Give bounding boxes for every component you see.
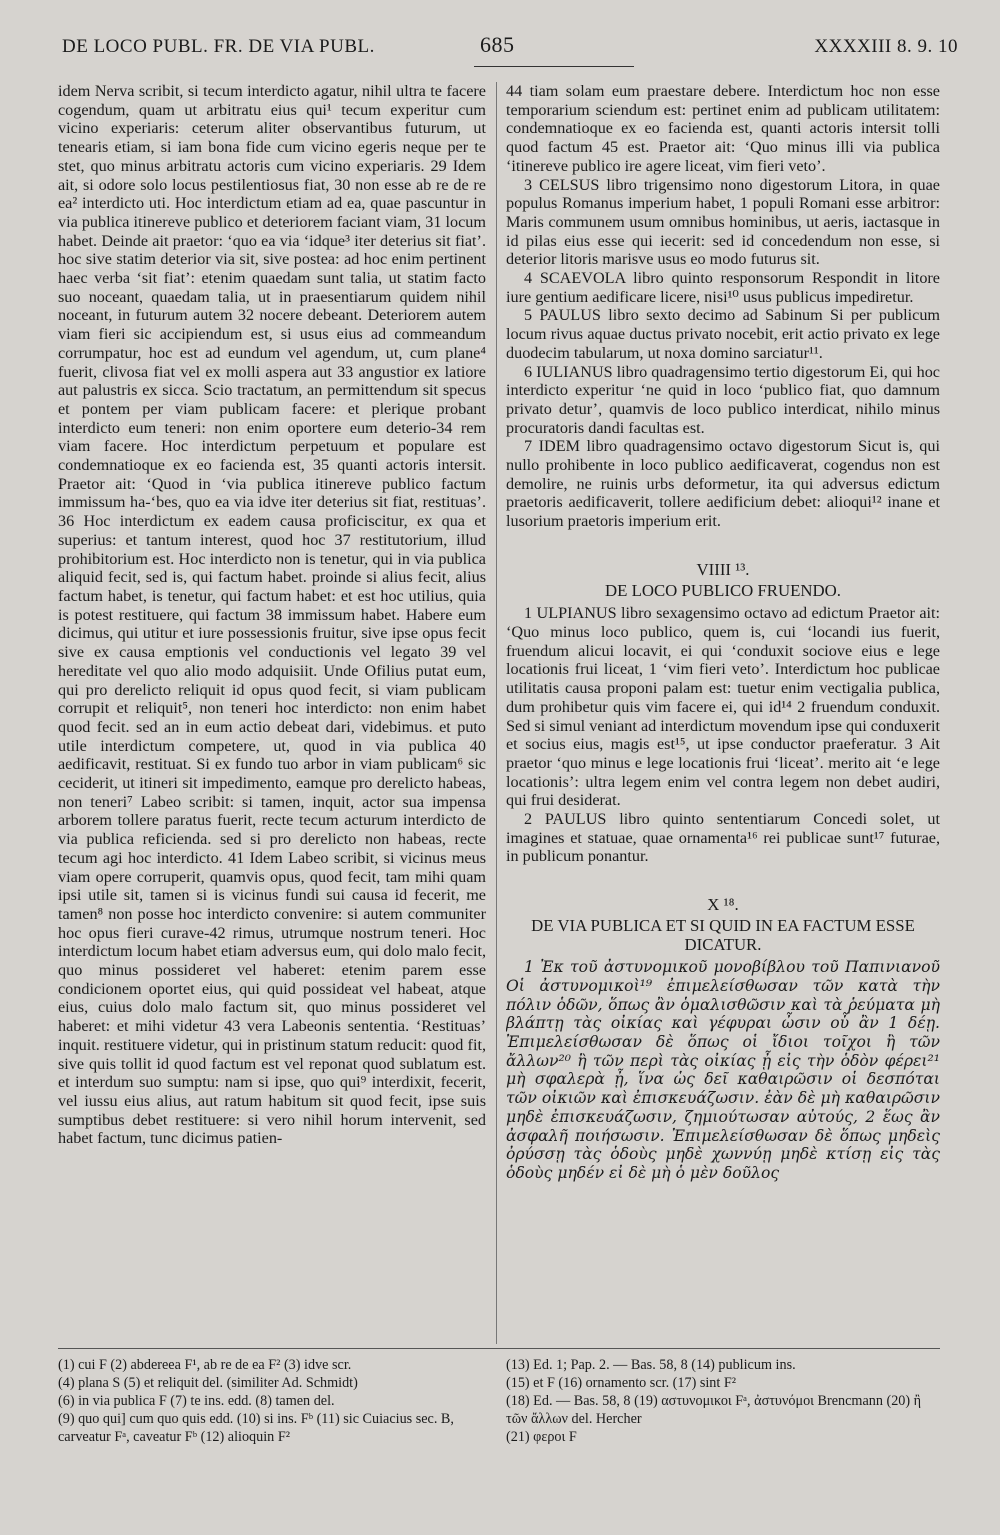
header-right-reference: XXXXIII 8. 9. 10 bbox=[814, 36, 958, 57]
paragraph-scaevola: 4 SCAEVOLA libro quinto responsorum Respondit in litore iure gentium aedificare licere, nisi¹⁰ usus publicus impediretur. bbox=[506, 269, 940, 306]
header-left-title: DE LOCO PUBL. FR. DE VIA PUBL. bbox=[62, 36, 375, 57]
running-header bbox=[62, 32, 958, 66]
section-title-de-via-publica: DE VIA PUBLICA ET SI QUID IN EA FACTUM ESSE DICATUR. bbox=[531, 915, 915, 954]
footnote-line: (15) et F (16) ornamento scr. (17) sint F² bbox=[506, 1375, 737, 1391]
left-column bbox=[58, 82, 486, 1344]
paragraph-44: 44 tiam solam eum praestare debere. Interdictum hoc non esse temporarium sciendum est: pertinet enim ad publicam utilitatem: condemnatioque ex eo facienda est, quanti actoris intersit tolli quod factum 45 est. Praetor ait: ‘Quo minus illi via publica ‘itinereve publico ire agere liceat, vim fieri veto’. bbox=[506, 82, 940, 175]
paragraph-ulpianus: 1 ULPIANUS libro sexagensimo octavo ad edictum Praetor ait: ‘Quo minus loco publico, quem is, cui ‘locandi ius fuerit, fruendum alicui locavit, ei qui ‘conduxit sociove eius e lege locationis frui liceat, 1 ‘vim fieri veto’. Interdictum hoc publicae utilitatis causa proponi palam est: tuetur enim vectigalia publica, dum prohibetur quis vim facere ei, qui id¹⁴ 2 fruendum conduxit. Sed si simul veniant ad interdictum movendum ipse qui conduxerit et socius eius, magis est¹⁵, ut ipse conductor praeferatur. 3 Ait praetor ‘quo minus e lege locationis frui ‘liceat’. merito ait ‘e lege locationis’: ultra legem enim vel contra legem non debet audiri, qui frui desiderat. bbox=[506, 604, 940, 810]
footnote-rule bbox=[58, 1348, 940, 1349]
column-divider bbox=[496, 82, 497, 1344]
left-column-text: idem Nerva scribit, si tecum interdicto agatur, nihil ultra te facere cogendum, quam ut arbitratu eius qui¹ tecum experitur cum vicino experiaris: ceterum aliter observantibus futurum, ut tenearis etiam, si iam bona fide cum vicino egeris neque per te stet, quo minus arbitratu actoris cum vicino experiaris. 29 Idem ait, si odore solo locus pestilentiosus fiat, 30 non esse ab re de re ea² interdicto uti. Hoc interdictum etiam ad ea, quae pascuntur in via publica itinereve publico et deteriorem faciant viam, 31 locum habet. Deinde ait praetor: ‘quo ea via ‘idque³ iter deterius sit fiat’. hoc sive statim deterior via sit, sive postea: ad hoc enim pertinent haec verba ‘sit fiat’: etenim quaedam sunt talia, ut statim facto suo noceant, quaedam talia, ut in praesentiarum quidem nihil noceant, in futurum autem 32 nocere debeant. Deteriorem autem viam fieri sic accipiendum est, si usus eius ad commeandum corrumpatur, hoc est ad eundum vel agendum, ut, cum plane⁴ fuerit, clivosa fiat vel ex molli aspera aut 33 angustior ex latiore aut palustris ex sicca. Scio tractatum, an permittendum sit specus et pontem per viam publicam facere: et plerique probant interdicto eum teneri: non enim oportere eum deterio-34 rem viam facere. Hoc interdictum perpetuum et populare est condemnatioque ex eo facienda est, 35 quanti actoris intersit. Praetor ait: ‘Quod in ‘via publica itinereve publico factum immissum ha-‘bes, quo ea via idve iter deterius sit fiat, restituas’. 36 Hoc interdictum ex eadem causa proficiscitur, ex qua et superius: et tantum interest, quod hoc 37 restitutorium, illud prohibitorium est. Hoc interdicto non is tenetur, qui in via publica aliquid fecit, sed is, qui factum habet. proinde si alius fecit, alius factum habet, is tenetur, qui factum habet: et est hoc utilius, quia is potest restituere, qui factum 38 immissum habet. Habere eum dicimus, qui utitur et iure possessionis fruitur, sive ipse opus fecit sive ex causa emptionis vel conductionis vel legato 39 vel hereditate vel quo alio modo adquisiit. Unde Ofilius putat eum, qui pro derelicto reliquit id opus quod fecit, si viam publicam corrupit et reliquit⁵, non teneri hoc interdicto: non enim habet quod fecit. sed an in eum actio debeat dari, videbimus. et puto utile interdictum competere, ut, quod in via publica 40 aedificavit, restituat. Si ex fundo tuo arbor in viam publicam⁶ sic ceciderit, ut itineri sit impedimento, eamque pro derelicto habeas, non teneri⁷ Labeo scribit: si tamen, inquit, actor sua impensa arborem tollere paratus fuerit, recte tecum acturum interdicto de via publica reficienda. sed si pro derelicto non habeas, recte tecum agi hoc interdicto. 41 Idem Labeo scribit, si vicinus meus viam opere corruperit, quamvis opus, quod fecit, tam mihi quam ipsi utile sit, tamen si is vicinus fundi sui causa id fecerit, me tamen⁸ non posse hoc interdicto convenire: si autem communiter hoc opus fieri curave-42 rimus, utrumque nostrum teneri. Hoc interdictum locum habet etiam adversus eum, qui dolo malo fecit, quo minus possideret vel haberet: etenim parem esse condicionem oportet eius, qui quid possideat vel habeat, atque eius, cuius dolo malo factum sit, quo minus possideret vel haberet: et mihi videtur 43 vera Labeonis sententia. ‘Restituas’ inquit. restituere videtur, qui in pristinum statum reducit: quod fit, sive quis tollit id quod factum est vel reponat quod sublatum est. et interdum suo sumptu: nam si ipse, quo qui⁹ interdixit, fecerit, vel iussu eius alius, aut ratum habitum sit quod fecit, ipse suis sumptibus debet restituere: si vero nihil horum intervenit, sed habet factum, tunc dicimus patien- bbox=[58, 82, 486, 1148]
paragraph-greek-papinian: 1 Ἐκ τοῦ ἀστυνομικοῦ μονοβίβλου τοῦ Παπινιανοῦ Οἱ ἀστυνομικοὶ¹⁹ ἐπιμελείσθωσαν τῶν κατὰ τὴν πόλιν ὁδῶν, ὅπως ἂν ὁμαλισθῶσιν καὶ τὰ ῥεύματα μὴ βλάπτῃ τὰς οἰκίας καὶ γέφυραι ὦσιν οὗ ἂν 1 δέῃ. Ἐπιμελείσθωσαν δὲ ὅπως οἱ ἴδιοι τοῖχοι ἢ τῶν ἄλλων²⁰ ἢ τῶν περὶ τὰς οἰκίας ᾖ εἰς τὴν ὁδὸν φέρει²¹ μὴ σφαλερὰ ᾖ, ἵνα ὡς δεῖ καθαιρῶσιν οἱ δεσπόται τῶν οἰκιῶν καὶ ἐπισκευάζωσιν. ἐὰν δὲ μὴ καθαιρῶσιν μηδὲ ἐπισκευάζωσιν, ζημιούτωσαν αὐτούς, 2 ἕως ἂν ἀσφαλῆ ποιήσωσιν. Ἐπιμελείσθωσαν δὲ ὅπως μηδεὶς ὀρύσσῃ τὰς ὁδοὺς μηδὲ χωννύῃ μηδὲ κτίσῃ εἰς τὰς ὁδοὺς μηδέν εἰ δὲ μὴ ὁ μὲν δοῦλος bbox=[506, 958, 940, 1182]
footnote-line: (13) Ed. 1; Pap. 2. — Bas. 58, 8 (14) publicum ins. bbox=[506, 1357, 796, 1373]
footnotes-left bbox=[58, 1356, 486, 1526]
footnote-line: (4) plana S (5) et reliquit del. (similiter Ad. Schmidt) bbox=[58, 1375, 358, 1391]
footnote-line: (18) Ed. — Bas. 58, 8 (19) αστυνομικοι Fᵃ, ἀστυνόμοι Brencmann (20) ἢ τῶν ἄλλων del. Hercher bbox=[506, 1393, 922, 1427]
section-number-viiii: VIIII ¹³. bbox=[696, 559, 750, 579]
footnote-line: (6) in via publica F (7) te ins. edd. (8) tamen del. bbox=[58, 1393, 335, 1409]
footnote-line: (9) quo qui] cum quo quis edd. (10) si ins. Fᵇ (11) sic Cuiacius sec. B, carveatur Fᵃ, caveatur Fᵇ (12) alioquin F² bbox=[58, 1411, 454, 1445]
paragraph-paulus-sententiarum: 2 PAULUS libro quinto sententiarum Concedi solet, ut imagines et statuae, quae ornamenta¹⁶ rei publicae sunt¹⁷ futurae, in publicum ponantur. bbox=[506, 810, 940, 866]
page-number: 685 bbox=[480, 32, 515, 57]
paragraph-idem: 7 IDEM libro quadragensimo octavo digestorum Sicut is, qui nullo prohibente in loco publico aedificaverat, cogendus non est demolire, ne ruinis urbs deformetur, ita qui adversus edictum praetoris aedificaverit, tollere aedificium debet: alioqui¹² inane et lusorium praetoris imperium erit. bbox=[506, 437, 940, 531]
paragraph-paulus-sabinum: 5 PAULUS libro sexto decimo ad Sabinum Si per publicum locum rivus aquae ductus privato nocebit, erit actio privato ex lege duodecim tabularum, ut noxa domino sarciatur¹¹. bbox=[506, 306, 940, 362]
footnote-line: (1) cui F (2) abdereea F¹, ab re de ea F² (3) idve scr. bbox=[58, 1357, 352, 1373]
section-number-x: X ¹⁸. bbox=[707, 895, 739, 915]
footnotes-right bbox=[506, 1356, 940, 1526]
header-rule bbox=[474, 66, 634, 67]
paragraph-celsus: 3 CELSUS libro trigensimo nono digestorum Litora, in quae populus Romanus imperium habet, 1 populi Romani esse arbitror: Maris communem usum omnibus hominibus, ut aeris, iactasque in id pilas eius esse qui iecerit: sed id concedendum non esse, si deterior litoris marisve usus eo modo futurus sit. bbox=[506, 175, 940, 269]
footnote-line: (21) φεροι F bbox=[506, 1429, 577, 1445]
section-title-de-loco-publico: DE LOCO PUBLICO FRUENDO. bbox=[605, 580, 841, 600]
paragraph-iulianus: 6 IULIANUS libro quadragensimo tertio digestorum Ei, qui hoc interdicto experitur ‘ne quid in loco ‘publico fiat, quo damnum privato detur’, quamvis de loco publico interdicat, nihilo minus procuratoris dandi facultas est. bbox=[506, 362, 940, 437]
right-column bbox=[506, 82, 940, 1344]
